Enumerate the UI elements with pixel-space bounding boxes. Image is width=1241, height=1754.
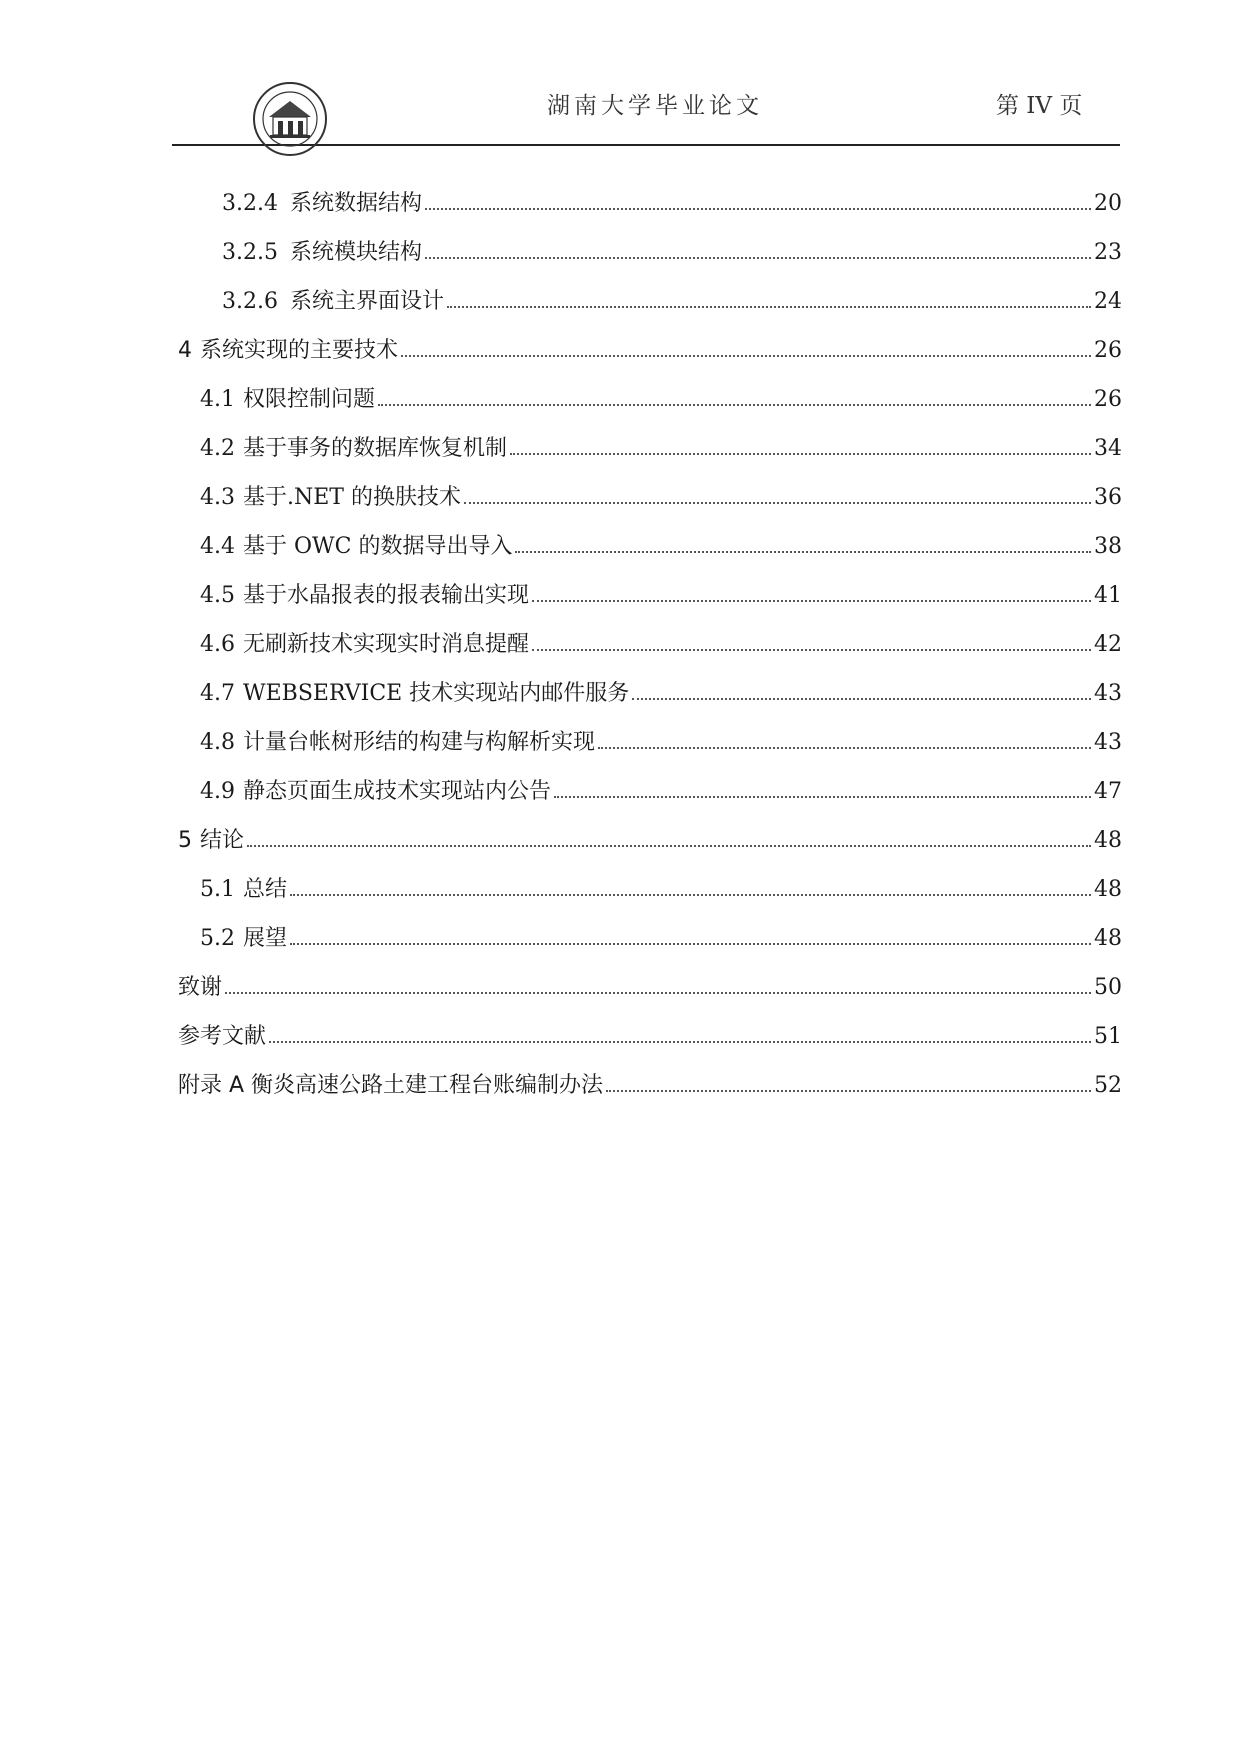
toc-entry-page: 43 <box>1094 681 1122 706</box>
toc-entry-page: 48 <box>1094 926 1122 951</box>
toc-entry-page: 26 <box>1094 338 1122 363</box>
toc-entry-title: 结论 <box>200 828 245 853</box>
toc-entry-title: 静态页面生成技术实现站内公告 <box>243 779 552 804</box>
dot-leader <box>290 894 1091 896</box>
toc-entry-page: 26 <box>1094 387 1122 412</box>
toc-entry-page: 50 <box>1094 975 1122 1000</box>
toc-entry[interactable] <box>178 235 1122 284</box>
dot-leader <box>532 649 1091 651</box>
dot-leader <box>632 698 1091 700</box>
toc-entry-page: 41 <box>1094 583 1122 608</box>
toc-entry-title: WEBSERVICE 技术实现站内邮件服务 <box>243 681 630 706</box>
toc-entry-number: 3.2.6 <box>222 289 278 314</box>
toc-entry-title: 无刷新技术实现实时消息提醒 <box>243 632 530 657</box>
toc-entry-title: 系统实现的主要技术 <box>200 338 399 363</box>
toc-entry-title: 附录 A 衡炎高速公路土建工程台账编制办法 <box>178 1073 604 1098</box>
page-number-label: 第 IV 页 <box>996 93 1083 119</box>
toc-entry[interactable] <box>178 676 1122 725</box>
toc-entry[interactable] <box>178 284 1122 333</box>
toc-entry-page: 36 <box>1094 485 1122 510</box>
toc-entry-title: 系统数据结构 <box>289 191 422 216</box>
toc-entry-title: 系统主界面设计 <box>289 289 444 314</box>
toc-entry-number: 4.2 <box>200 436 235 461</box>
toc-entry-number: 4.4 <box>200 534 235 559</box>
toc-entry-title: 计量台帐树形结的构建与构解析实现 <box>243 730 596 755</box>
toc-entry[interactable] <box>178 431 1122 480</box>
page-header <box>172 76 1120 146</box>
toc-entry-title: 权限控制问题 <box>243 387 376 412</box>
toc-entry-title: 基于 OWC 的数据导出导入 <box>243 534 513 559</box>
toc-entry-title: 展望 <box>243 926 288 951</box>
toc-entry-number: 4.3 <box>200 485 235 510</box>
toc-entry-page: 23 <box>1094 240 1122 265</box>
dot-leader <box>598 747 1091 749</box>
toc-entry-page: 47 <box>1094 779 1122 804</box>
toc-entry-page: 48 <box>1094 828 1122 853</box>
toc-entry[interactable] <box>178 333 1122 382</box>
toc-entry-title: 系统模块结构 <box>289 240 422 265</box>
toc-entry[interactable] <box>178 186 1122 235</box>
toc-entry-title: 基于事务的数据库恢复机制 <box>243 436 508 461</box>
toc-entry[interactable] <box>178 872 1122 921</box>
toc-entry-number: 3.2.4 <box>222 191 278 216</box>
university-seal-icon <box>252 81 328 157</box>
toc-entry-title: 总结 <box>243 877 288 902</box>
toc-entry[interactable] <box>178 382 1122 431</box>
toc-entry-title: 基于水晶报表的报表输出实现 <box>243 583 530 608</box>
toc-entry-page: 24 <box>1094 289 1122 314</box>
toc-entry-number: 5.1 <box>200 877 235 902</box>
toc-entry-number: 4.9 <box>200 779 235 804</box>
toc-entry-page: 42 <box>1094 632 1122 657</box>
toc-entry-page: 48 <box>1094 877 1122 902</box>
dot-leader <box>532 600 1091 602</box>
toc-entry-page: 38 <box>1094 534 1122 559</box>
toc-entry[interactable] <box>178 480 1122 529</box>
header-title: 湖南大学毕业论文 <box>547 93 763 119</box>
toc-entry-page: 51 <box>1094 1024 1122 1049</box>
toc-entry-title: 致谢 <box>178 975 223 1000</box>
dot-leader <box>606 1090 1091 1092</box>
toc-entry-page: 20 <box>1094 191 1122 216</box>
dot-leader <box>515 551 1091 553</box>
dot-leader <box>378 404 1091 406</box>
toc-entry-number: 4.7 <box>200 681 235 706</box>
toc-entry[interactable] <box>178 627 1122 676</box>
toc-entry-number: 5.2 <box>200 926 235 951</box>
toc-entry-number: 3.2.5 <box>222 240 278 265</box>
toc-entry-title: 基于.NET 的换肤技术 <box>243 485 461 510</box>
dot-leader <box>447 306 1091 308</box>
toc-entry[interactable] <box>178 921 1122 970</box>
dot-leader <box>269 1041 1091 1043</box>
dot-leader <box>401 355 1091 357</box>
toc-entry-page: 43 <box>1094 730 1122 755</box>
toc-entry[interactable] <box>178 823 1122 872</box>
dot-leader <box>225 992 1091 994</box>
toc-entry[interactable] <box>178 970 1122 1019</box>
toc-entry-number: 4 <box>178 338 192 363</box>
toc-entry[interactable] <box>178 774 1122 823</box>
toc-entry-page: 52 <box>1094 1073 1122 1098</box>
dot-leader <box>247 845 1091 847</box>
toc-entry[interactable] <box>178 529 1122 578</box>
dot-leader <box>510 453 1091 455</box>
table-of-contents <box>178 186 1122 1117</box>
dot-leader <box>425 208 1091 210</box>
dot-leader <box>554 796 1091 798</box>
toc-entry-number: 4.8 <box>200 730 235 755</box>
toc-entry-number: 4.1 <box>200 387 235 412</box>
dot-leader <box>464 502 1091 504</box>
toc-entry[interactable] <box>178 578 1122 627</box>
dot-leader <box>425 257 1091 259</box>
toc-entry-number: 4.6 <box>200 632 235 657</box>
toc-entry-title: 参考文献 <box>178 1024 267 1049</box>
toc-entry-number: 5 <box>178 828 192 853</box>
toc-entry-page: 34 <box>1094 436 1122 461</box>
toc-entry[interactable] <box>178 1068 1122 1117</box>
toc-entry[interactable] <box>178 725 1122 774</box>
dot-leader <box>290 943 1091 945</box>
toc-entry[interactable] <box>178 1019 1122 1068</box>
toc-entry-number: 4.5 <box>200 583 235 608</box>
